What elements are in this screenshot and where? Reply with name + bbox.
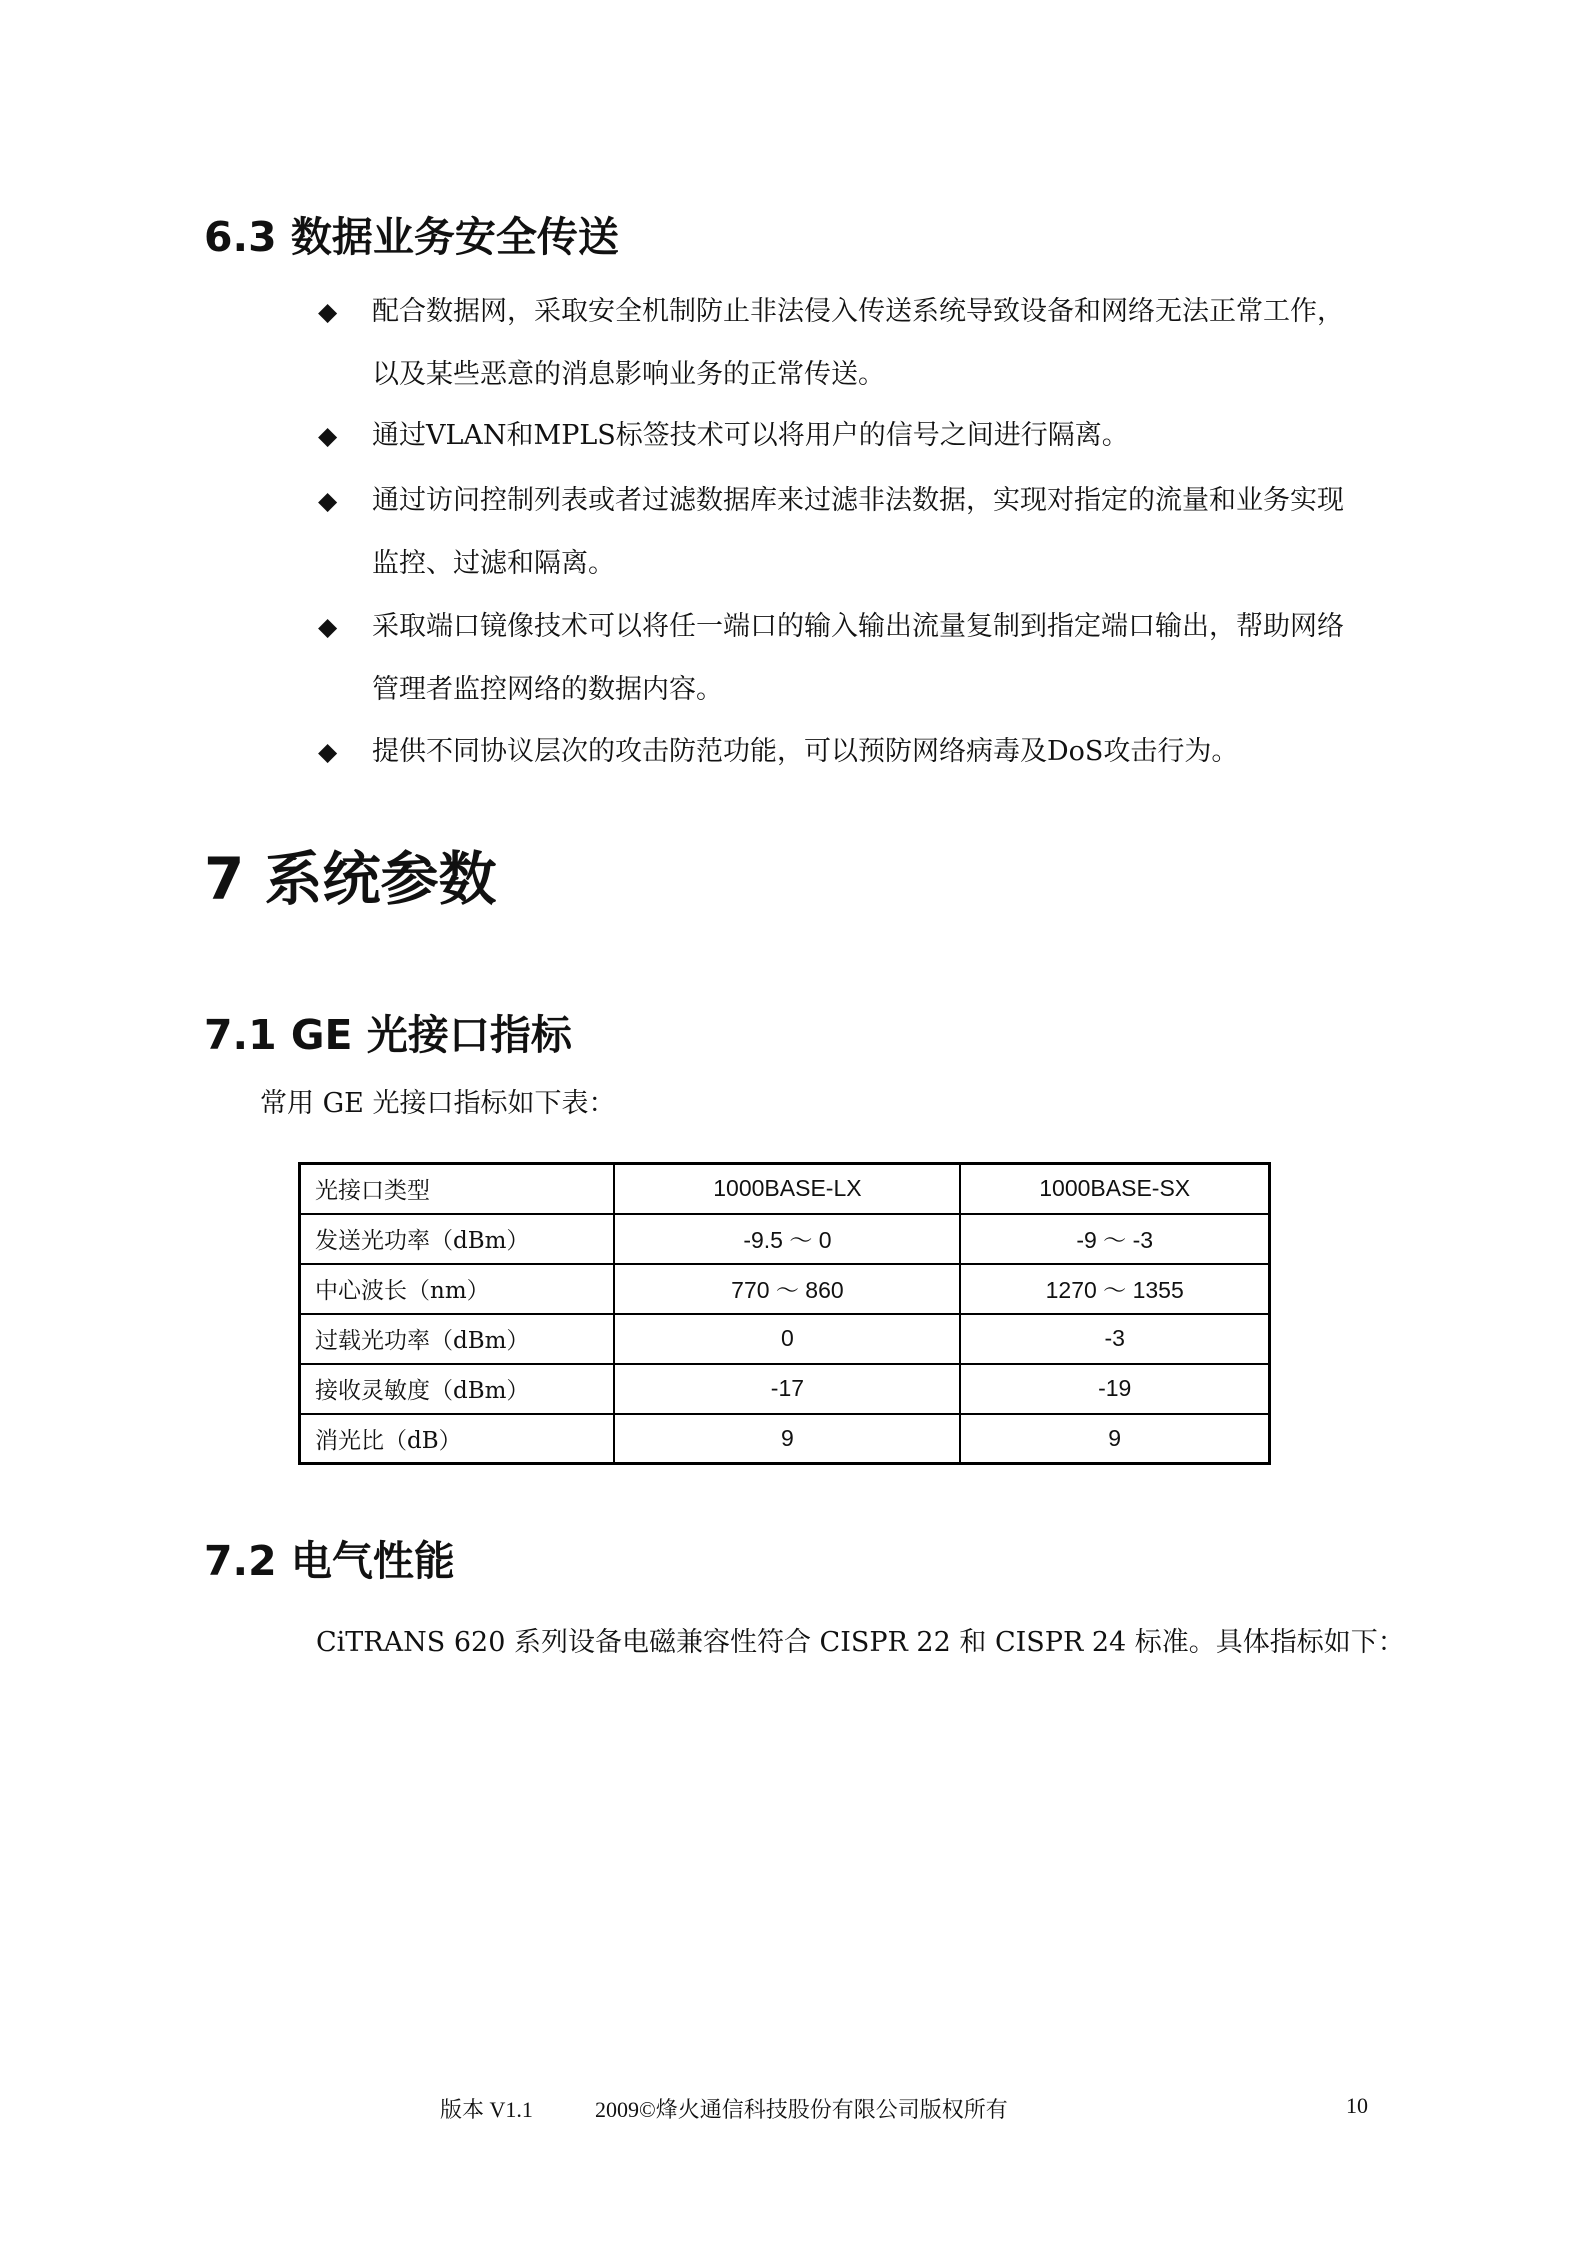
bullet-4-line-2: 管理者监控网络的数据内容。 — [372, 674, 723, 705]
table-header-row — [300, 1164, 1270, 1214]
table-cell: 接收灵敏度（dBm） — [300, 1364, 615, 1414]
section-7-2-title: 7.2 电气性能 — [204, 1537, 455, 1585]
table-cell: 发送光功率（dBm） — [300, 1214, 615, 1264]
bullet-1-line-1: 配合数据网，采取安全机制防止非法侵入传送系统导致设备和网络无法正常工作， — [372, 296, 1344, 327]
table-row — [300, 1214, 1270, 1264]
bullet-3-line-2: 监控、过滤和隔离。 — [372, 548, 615, 579]
table-cell: 9 — [960, 1414, 1269, 1464]
table-cell: -9.5 ～ 0 — [614, 1214, 960, 1264]
table-row — [300, 1364, 1270, 1414]
table-cell: 过载光功率（dBm） — [300, 1314, 615, 1364]
bullet-2-line-1: 通过VLAN和MPLS标签技术可以将用户的信号之间进行隔离。 — [372, 420, 1129, 451]
section-7-1-title: 7.1 GE 光接口指标 — [204, 1011, 572, 1059]
header-cell: 1000BASE-SX — [960, 1164, 1269, 1214]
table-cell: 1270 ～ 1355 — [960, 1264, 1269, 1314]
table-cell: -17 — [614, 1364, 960, 1414]
table-cell: -3 — [960, 1314, 1269, 1364]
table-cell: 770 ～ 860 — [614, 1264, 960, 1314]
table-intro: 常用 GE 光接口指标如下表： — [260, 1088, 616, 1119]
page-number: 10 — [1346, 2093, 1368, 2118]
table-cell: 0 — [614, 1314, 960, 1364]
table-row — [300, 1264, 1270, 1314]
bullet-4-line-1: 采取端口镜像技术可以将任一端口的输入输出流量复制到指定端口输出，帮助网络 — [372, 611, 1344, 642]
black-diamond-icon: ◆ — [318, 421, 338, 450]
footer-copyright: 2009©烽火通信科技股份有限公司版权所有 — [595, 2097, 1008, 2122]
table-cell: -9 ～ -3 — [960, 1214, 1269, 1264]
table-cell: 9 — [614, 1414, 960, 1464]
table-cell: 中心波长（nm） — [300, 1264, 615, 1314]
header-cell: 光接口类型 — [300, 1164, 615, 1214]
chapter-7-title: 7 系统参数 — [204, 845, 497, 913]
black-diamond-icon: ◆ — [318, 737, 338, 766]
footer-version: 版本 V1.1 — [440, 2097, 533, 2122]
bullet-3-line-1: 通过访问控制列表或者过滤数据库来过滤非法数据，实现对指定的流量和业务实现 — [372, 485, 1344, 516]
section-7-2-text: CiTRANS 620 系列设备电磁兼容性符合 CISPR 22 和 CISPR 24 标准。具体指标如下： — [316, 1627, 1405, 1658]
ge-optical-interface-table — [298, 1162, 1271, 1465]
table-row — [300, 1314, 1270, 1364]
black-diamond-icon: ◆ — [318, 486, 338, 515]
section-6-3-title: 6.3 数据业务安全传送 — [204, 213, 619, 261]
table-cell: -19 — [960, 1364, 1269, 1414]
table-cell: 消光比（dB） — [300, 1414, 615, 1464]
bullet-5-line-1: 提供不同协议层次的攻击防范功能，可以预防网络病毒及DoS攻击行为。 — [372, 736, 1239, 767]
table-row — [300, 1414, 1270, 1464]
black-diamond-icon: ◆ — [318, 297, 338, 326]
header-cell: 1000BASE-LX — [614, 1164, 960, 1214]
black-diamond-icon: ◆ — [318, 612, 338, 641]
bullet-1-line-2: 以及某些恶意的消息影响业务的正常传送。 — [372, 359, 885, 390]
